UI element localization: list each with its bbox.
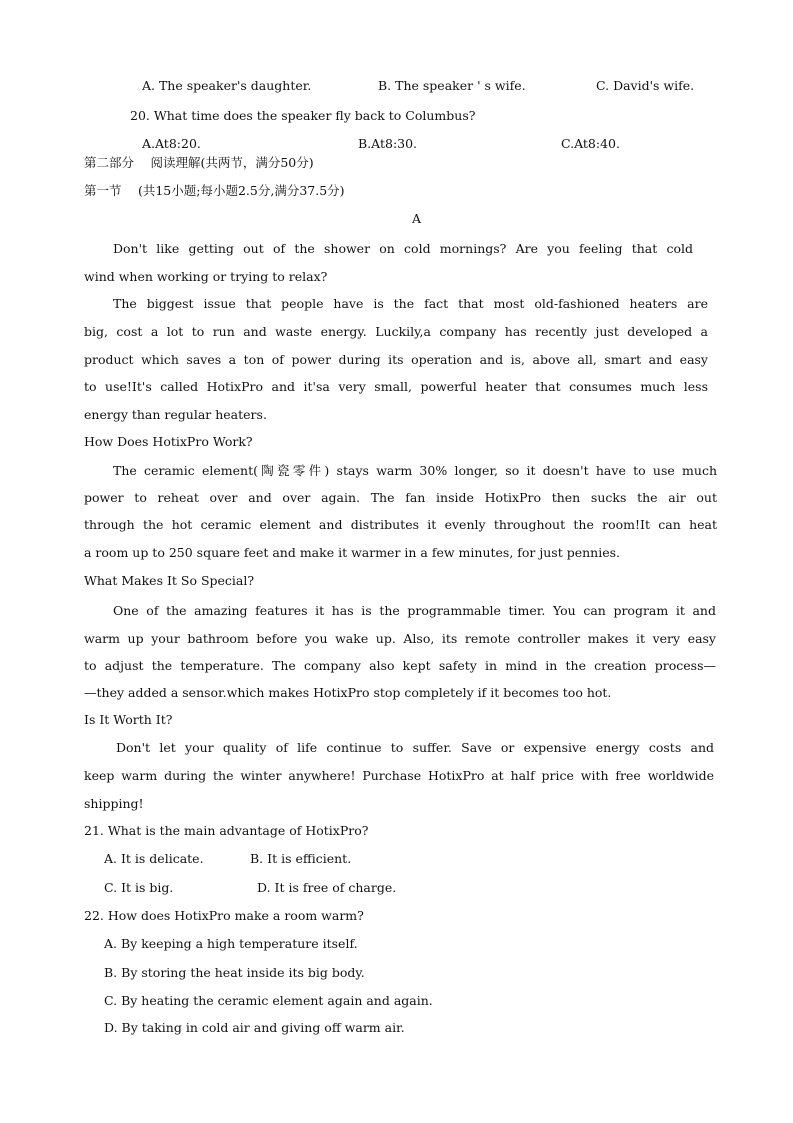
q19-option-a: A. The speaker's daughter.: [142, 78, 312, 93]
q22-option-a: A. By keeping a high temperature itself.: [104, 936, 358, 951]
q19-option-c: C. David's wife.: [596, 78, 695, 93]
q22-option-b: B. By storing the heat inside its big body.: [104, 965, 365, 980]
q22-stem: 22. How does HotixPro make a room warm?: [84, 908, 364, 923]
q21-option-c: C. It is big.: [104, 880, 174, 895]
p4-line-3: to adjust the temperature. The company also kept safety in mind in the creation process—: [84, 658, 716, 673]
part2-title: 第二部分 阅读理解(共两节，满分50分): [84, 155, 314, 170]
p3-line-4: a room up to 250 square feet and make it warmer in a few minutes, for just pennies.: [84, 545, 620, 560]
p5-line-2: keep warm during the winter anywhere! Purchase HotixPro at half price with free worldwide: [84, 768, 714, 783]
subheading-what-special: What Makes It So Special?: [84, 573, 255, 588]
p4-line-4: —they added a sensor.which makes HotixPro stop completely if it becomes too hot.: [84, 685, 612, 700]
p4-line-1: One of the amazing features it has is the programmable timer. You can program it and: [113, 603, 716, 618]
q20-option-b: B.At8:30.: [358, 136, 418, 151]
q21-stem: 21. What is the main advantage of HotixPro?: [84, 823, 369, 838]
q22-option-d: D. By taking in cold air and giving off warm air.: [104, 1020, 405, 1035]
p4-line-2: warm up your bathroom before you wake up. Also, its remote controller makes it very easy: [84, 631, 716, 646]
p2-line-1: The biggest issue that people have is the fact that most old-fashioned heaters are: [113, 296, 708, 311]
q20-stem: 20. What time does the speaker fly back to Columbus?: [130, 108, 476, 123]
p5-line-3: shipping!: [84, 796, 144, 811]
p2-line-5: energy than regular heaters.: [84, 407, 267, 422]
p2-line-4: to use!It's called HotixPro and it'sa very small, powerful heater that consumes much less: [84, 379, 708, 394]
q21-option-d: D. It is free of charge.: [257, 880, 397, 895]
p3-line-2: power to reheat over and over again. The fan inside HotixPro then sucks the air out: [84, 490, 717, 505]
q20-option-a: A.At8:20.: [142, 136, 201, 151]
passage-label: A: [412, 211, 422, 226]
section1-title: 第一节 (共15小题;每小题2.5分,满分37.5分): [84, 183, 345, 198]
q21-option-a: A. It is delicate.: [104, 851, 204, 866]
p1-line-2: wind when working or trying to relax?: [84, 269, 328, 284]
p5-line-1: Don't let your quality of life continue to suffer. Save or expensive energy costs and: [116, 740, 714, 755]
p3-line-1: The ceramic element(陶瓷零件) stays warm 30% longer, so it doesn't have to use much: [113, 463, 717, 478]
subheading-how-it-works: How Does HotixPro Work?: [84, 434, 253, 449]
p2-line-3: product which saves a ton of power during its operation and is, above all, smart and easy: [84, 352, 708, 367]
p3-line-3: through the hot ceramic element and distributes it evenly throughout the room!It can heat: [84, 517, 717, 532]
q21-option-b: B. It is efficient.: [250, 851, 352, 866]
p1-line-1: Don't like getting out of the shower on cold mornings? Are you feeling that cold: [113, 241, 693, 256]
q19-option-b: B. The speaker ' s wife.: [378, 78, 526, 93]
p2-line-2: big, cost a lot to run and waste energy. Luckily,a company has recently just developed a: [84, 324, 708, 339]
q20-option-c: C.At8:40.: [561, 136, 620, 151]
q22-option-c: C. By heating the ceramic element again and again.: [104, 993, 433, 1008]
subheading-worth-it: Is It Worth It?: [84, 712, 173, 727]
